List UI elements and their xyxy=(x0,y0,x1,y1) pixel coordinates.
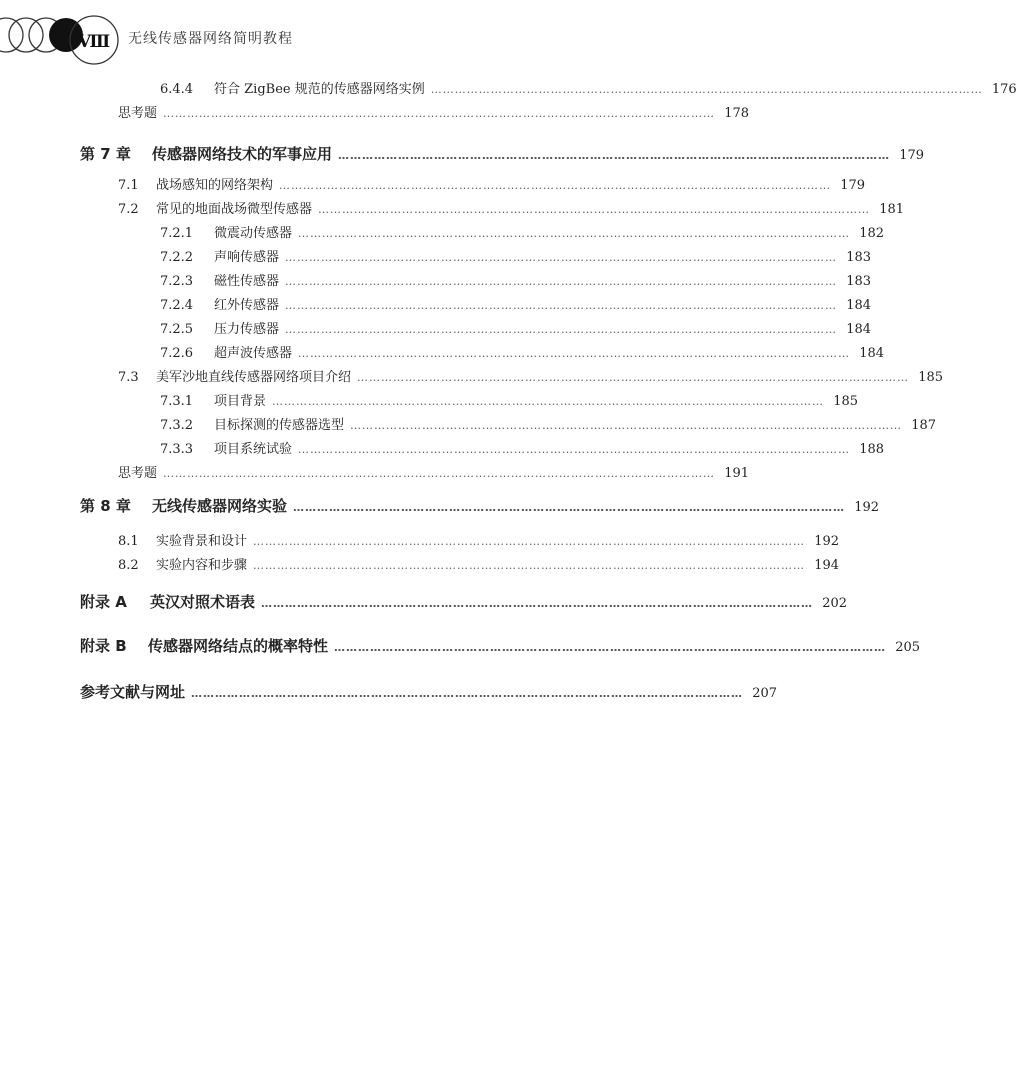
toc-entry xyxy=(118,556,840,576)
toc-entry-page: 187 xyxy=(911,418,937,433)
toc-entry-page: 202 xyxy=(822,596,848,611)
toc-entry-number: 7.2 xyxy=(118,202,139,217)
toc-entry-page: 179 xyxy=(840,178,866,193)
toc-entry-number: 7.2.2 xyxy=(160,250,194,265)
toc-entry xyxy=(160,344,885,364)
toc-leader-dots: ………………………………………………………………………………………………………………………… xyxy=(279,179,832,192)
toc-leader-dots: ………………………………………………………………………………………………………………………… xyxy=(191,687,744,700)
toc-leader-dots: ………………………………………………………………………………………………………………………… xyxy=(163,107,716,120)
toc-leader-dots: ………………………………………………………………………………………………………………………… xyxy=(285,323,838,336)
toc-leader-dots: ………………………………………………………………………………………………………………………… xyxy=(253,559,806,572)
toc-entry-title: 符合 ZigBee 规范的传感器网络实例 xyxy=(214,82,425,97)
toc-entry-title: 无线传感器网络实验 xyxy=(152,497,288,515)
toc-entry-page: 182 xyxy=(859,226,885,241)
toc-entry-title: 战场感知的网络架构 xyxy=(156,178,274,193)
page-number: Ⅷ xyxy=(77,32,111,52)
toc-entry-page: 183 xyxy=(846,274,872,289)
toc-entry-number: 8.2 xyxy=(118,558,139,573)
toc-entry-title: 声响传感器 xyxy=(214,250,280,265)
toc-entry-title: 磁性传感器 xyxy=(214,274,280,289)
toc-entry-page: 184 xyxy=(846,298,872,313)
toc-entry-number: 第 7 章 xyxy=(80,145,131,163)
toc-leader-dots: ………………………………………………………………………………………………………………………… xyxy=(163,467,716,480)
toc-entry-title: 常见的地面战场微型传感器 xyxy=(156,202,313,217)
toc-entry-number: 附录 A xyxy=(80,593,127,611)
toc-entry-number: 7.2.6 xyxy=(160,346,194,361)
toc-leader-dots: ………………………………………………………………………………………………………………………… xyxy=(357,371,910,384)
toc-leader-dots: ………………………………………………………………………………………………………………………… xyxy=(430,83,983,96)
toc-entry-title: 实验内容和步骤 xyxy=(156,558,248,573)
toc-entry-title: 压力传感器 xyxy=(214,322,280,337)
toc-entry xyxy=(160,248,872,268)
toc-entry-number: 6.4.4 xyxy=(160,82,194,97)
toc-entry-page: 194 xyxy=(814,558,840,573)
toc-entry-title: 英汉对照术语表 xyxy=(150,593,256,611)
toc-entry xyxy=(160,440,885,460)
toc-leader-dots: ………………………………………………………………………………………………………………………… xyxy=(298,443,851,456)
toc-entry-title: 项目系统试验 xyxy=(214,442,293,457)
toc-entry-title: 超声波传感器 xyxy=(214,346,293,361)
toc-leader-dots: ………………………………………………………………………………………………………………………… xyxy=(298,347,851,360)
toc-leader-dots: ………………………………………………………………………………………………………………………… xyxy=(293,501,846,514)
toc-entry-page: 184 xyxy=(846,322,872,337)
toc-entry-page: 184 xyxy=(859,346,885,361)
toc-entry-title: 传感器网络结点的概率特性 xyxy=(148,637,329,655)
toc-entry-page: 178 xyxy=(724,106,750,121)
toc-entry-page: 192 xyxy=(814,534,840,549)
toc-appendix-entry xyxy=(80,592,848,612)
toc-leader-dots: ………………………………………………………………………………………………………………………… xyxy=(261,597,814,610)
toc-entry-page: 185 xyxy=(918,370,944,385)
toc-entry-number: 7.2.5 xyxy=(160,322,194,337)
toc-leader-dots: ………………………………………………………………………………………………………………………… xyxy=(285,299,838,312)
toc-entry-number: 7.1 xyxy=(118,178,139,193)
page-header xyxy=(0,0,732,70)
toc-entry xyxy=(160,296,872,316)
toc-entry-title: 美军沙地直线传感器网络项目介绍 xyxy=(156,370,352,385)
toc-entry-title: 传感器网络技术的军事应用 xyxy=(152,145,333,163)
toc-entry-page: 192 xyxy=(854,500,880,515)
toc-entry xyxy=(118,176,866,196)
toc-entry xyxy=(118,368,944,388)
toc-entry-page: 179 xyxy=(899,148,925,163)
toc-entry xyxy=(118,532,840,552)
toc-entry-title: 参考文献与网址 xyxy=(80,683,186,701)
toc-entry-page: 183 xyxy=(846,250,872,265)
toc-entry-number: 7.2.3 xyxy=(160,274,194,289)
toc-entry xyxy=(160,224,885,244)
toc-entry-number: 7.2.4 xyxy=(160,298,194,313)
toc-leader-dots: ………………………………………………………………………………………………………………………… xyxy=(318,203,871,216)
toc-entry-page: 205 xyxy=(895,640,921,655)
toc-entry xyxy=(160,272,872,292)
toc-leader-dots: ………………………………………………………………………………………………………………………… xyxy=(338,149,891,162)
toc-leader-dots: ………………………………………………………………………………………………………………………… xyxy=(334,641,887,654)
toc-leader-dots: ………………………………………………………………………………………………………………………… xyxy=(298,227,851,240)
toc-entry-page: 207 xyxy=(752,686,778,701)
toc-chapter-entry xyxy=(80,496,880,516)
toc-leader-dots: ………………………………………………………………………………………………………………………… xyxy=(253,535,806,548)
toc-entry-number: 7.3.1 xyxy=(160,394,194,409)
toc-entry-page: 176 xyxy=(991,82,1017,97)
toc-entry-number: 第 8 章 xyxy=(80,497,131,515)
toc-entry xyxy=(118,200,905,220)
toc-leader-dots: ………………………………………………………………………………………………………………………… xyxy=(285,251,838,264)
running-head-title: 无线传感器网络简明教程 xyxy=(128,31,293,47)
toc-chapter-entry xyxy=(80,144,925,164)
toc-entry-title: 思考题 xyxy=(118,106,158,121)
toc-entry-title: 实验背景和设计 xyxy=(156,534,248,549)
header-circles-ornament xyxy=(0,0,125,70)
toc-entry-number: 附录 B xyxy=(80,637,127,655)
toc-entry xyxy=(160,320,872,340)
toc-entry-number: 7.2.1 xyxy=(160,226,194,241)
toc-entry xyxy=(160,416,937,436)
toc-leader-dots: ………………………………………………………………………………………………………………………… xyxy=(285,275,838,288)
toc-entry-title: 红外传感器 xyxy=(214,298,280,313)
toc-entry-page: 181 xyxy=(879,202,905,217)
toc-entry-page: 188 xyxy=(859,442,885,457)
toc-entry xyxy=(118,464,750,484)
toc-entry xyxy=(160,80,1017,100)
toc-leader-dots: ………………………………………………………………………………………………………………………… xyxy=(350,419,903,432)
toc-entry-number: 8.1 xyxy=(118,534,139,549)
toc-references-entry xyxy=(80,682,778,702)
toc-leader-dots: ………………………………………………………………………………………………………………………… xyxy=(272,395,825,408)
toc-entry-number: 7.3 xyxy=(118,370,139,385)
toc-entry-number: 7.3.2 xyxy=(160,418,194,433)
toc-entry-title: 目标探测的传感器选型 xyxy=(214,418,345,433)
toc-appendix-entry xyxy=(80,636,921,656)
toc-entry xyxy=(118,104,750,124)
toc-entry-page: 191 xyxy=(724,466,750,481)
toc-entry-title: 项目背景 xyxy=(214,394,267,409)
toc-entry-number: 7.3.3 xyxy=(160,442,194,457)
toc-entry-title: 思考题 xyxy=(118,466,158,481)
toc-entry xyxy=(160,392,859,412)
toc-entry-title: 微震动传感器 xyxy=(214,226,293,241)
toc-entry-page: 185 xyxy=(833,394,859,409)
